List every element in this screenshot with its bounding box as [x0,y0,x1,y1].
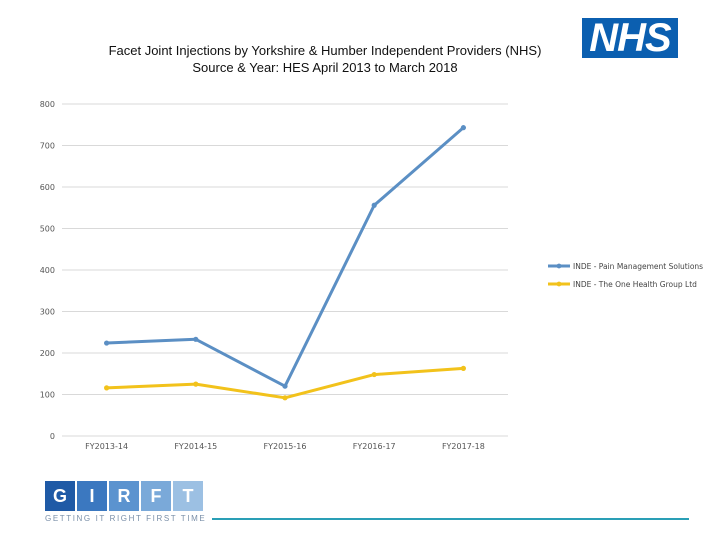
y-tick-label: 200 [39,349,55,358]
x-tick-label: FY2017-18 [441,442,485,451]
girft-letter-t: T [173,481,203,511]
data-point [282,395,287,400]
data-point [193,382,198,387]
footer-rule [212,518,689,520]
data-point [282,384,287,389]
data-point [461,366,466,371]
girft-letter-i: I [77,481,107,511]
legend-marker [557,264,562,269]
data-point [193,337,198,342]
y-tick-label: 300 [39,307,55,317]
legend-label: INDE - The One Health Group Ltd [573,280,697,289]
legend-label: INDE - Pain Management Solutions [573,262,704,271]
y-tick-label: 100 [39,390,55,400]
legend-marker [557,282,562,287]
legend [548,262,703,289]
x-axis-ticks [85,442,485,451]
y-axis-ticks [40,100,55,441]
series-lines [104,125,466,400]
data-point [372,203,377,208]
x-tick-label: FY2013-14 [85,442,129,451]
girft-letter-g: G [45,481,75,511]
data-point [372,372,377,377]
chart-subtitle: Source & Year: HES April 2013 to March 2018 [192,60,458,75]
series-line [107,128,464,387]
x-tick-label: FY2016-17 [352,442,396,451]
chart-title: Facet Joint Injections by Yorkshire & Humber Independent Providers (NHS) [108,43,542,58]
y-tick-label: 0 [49,432,55,441]
y-tick-label: 400 [39,266,55,275]
data-point [104,385,109,390]
girft-letter-r: R [109,481,139,511]
data-point [461,125,466,130]
girft-letter-f: F [141,481,171,511]
nhs-logo: NHS [582,18,678,58]
y-tick-label: 600 [39,183,55,192]
data-point [104,340,109,345]
x-tick-label: FY2015-16 [263,442,307,451]
x-tick-label: FY2014-15 [174,442,218,451]
y-tick-label: 800 [39,100,55,109]
y-tick-label: 700 [39,141,55,151]
girft-tagline: GETTING IT RIGHT FIRST TIME [45,514,207,523]
y-tick-label: 500 [39,224,55,234]
